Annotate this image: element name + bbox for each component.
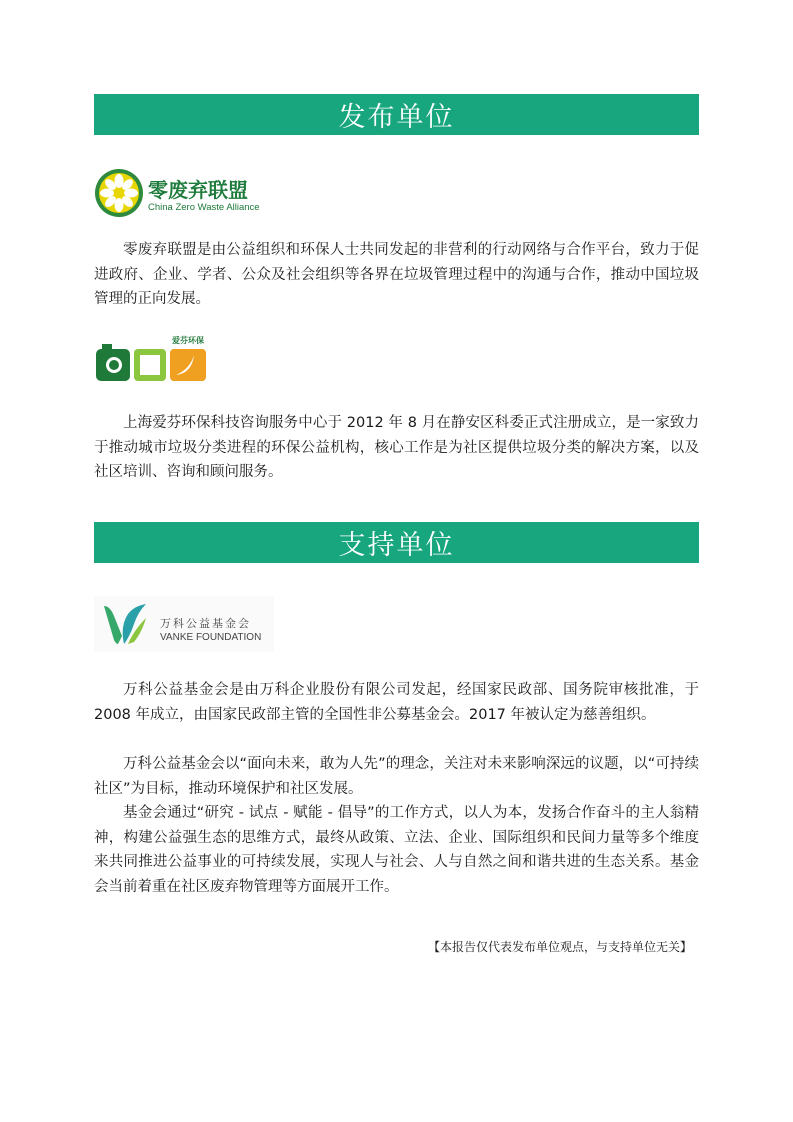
vanke-paragraph-1: 万科公益基金会是由万科企业股份有限公司发起，经国家民政部、国务院审核批准，于 2008 年成立，由国家民政部主管的全国性非公募基金会。2017 年被认定为慈善组织。 [94,682,699,723]
publisher-banner [94,94,699,135]
disclaimer-note: 【本报告仅代表发布单位观点，与支持单位无关】 [427,940,692,954]
supporter-banner [94,522,699,563]
vanke-paragraph-2: 万科公益基金会以“面向未来，敢为人先”的理念，关注对未来影响深远的议题，以“可持续社区”为目标，推动环境保护和社区发展。 [94,756,699,797]
aifen-logo [94,335,209,383]
vanke-logo-cn: 万科公益基金会 [160,617,251,630]
aifen-description: 上海爱芬环保科技咨询服务中心于 2012 年 8 月在静安区科委正式注册成立，是一家致力于推动城市垃圾分类进程的环保公益机构，核心工作是为社区提供垃圾分类的解决方案，以及社区培训、咨询和顾问服务。 [94,415,699,480]
zero-waste-description: 零废弃联盟是由公益组织和环保人士共同发起的非营利的行动网络与合作平台，致力于促进政府、企业、学者、公众及社会组织等各界在垃圾管理过程中的沟通与合作，推动中国垃圾管理的正向发展。 [94,242,699,307]
zero-waste-logo-cn: 零废弃联盟 [148,178,248,202]
aifen-logo-cn: 爱芬环保 [172,336,204,345]
zero-waste-logo-icon [94,168,144,218]
zero-waste-logo [94,168,264,218]
supporter-title: 支持单位 [338,530,455,561]
vanke-logo [94,596,274,652]
zero-waste-logo-en: China Zero Waste Alliance [148,202,260,213]
vanke-logo-icon [94,596,154,652]
vanke-logo-en: VANKE FOUNDATION [160,632,262,643]
vanke-paragraph-3: 基金会通过“研究 - 试点 - 赋能 - 倡导”的工作方式，以人为本，发扬合作奋斗的主人翁精神，构建公益强生态的思维方式，最终从政策、立法、企业、国际组织和民间力量等多个维度来共同推进公益事业的可持续发展，实现人与社会、人与自然之间和谐共进的生态关系。基金会当前着重在社区废弃物管理等方面展开工作。 [94,805,699,895]
publisher-title: 发布单位 [338,102,455,133]
